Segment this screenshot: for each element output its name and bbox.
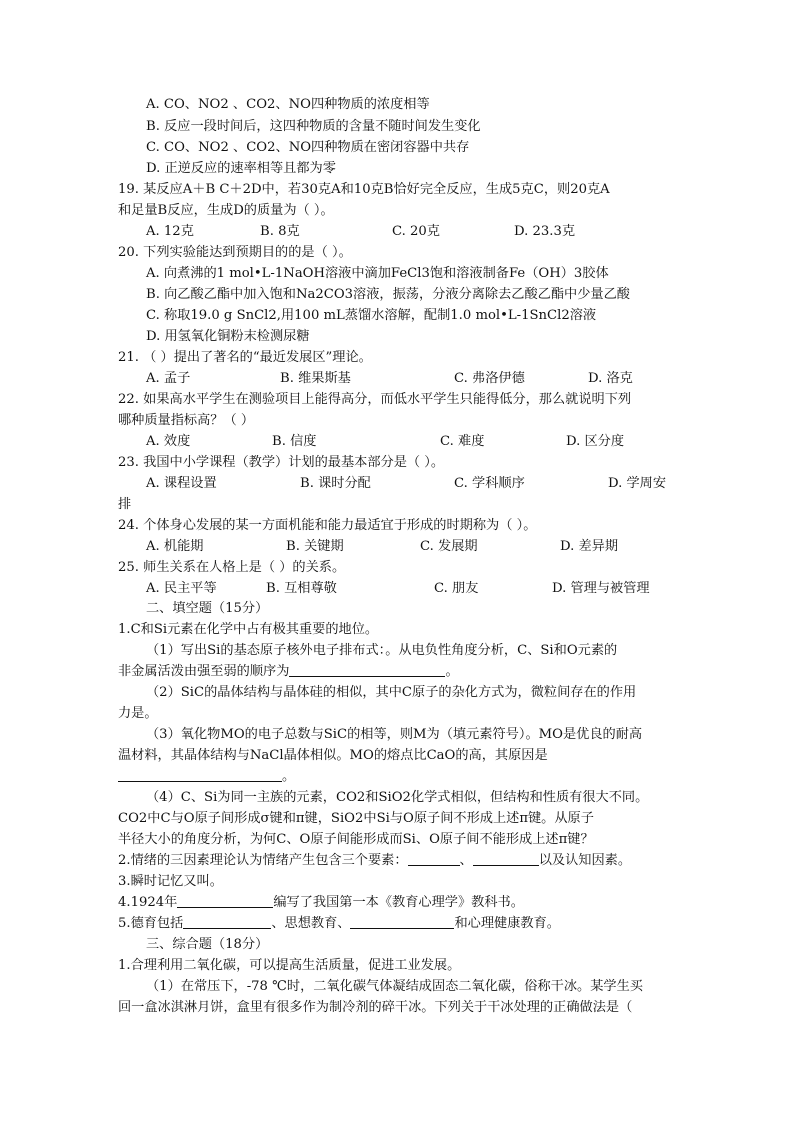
option-b: B. 互相尊敬 [266, 581, 337, 596]
option-c: C. 发展期 [420, 539, 478, 554]
question-22-cont: 哪种质量指标高？（ ） [118, 413, 255, 428]
fill-question-1-part1: （1）写出Si的基态原子核外电子排布式：。从电负性角度分析，C、Si和O元素的 [146, 643, 618, 658]
question-24: 24. 个体身心发展的某一方面机能和能力最适宜于形成的时期称为（ ）。 [118, 518, 537, 533]
option-b: B. 维果斯基 [280, 371, 351, 386]
option-line: C. 称取19.0 g SnCl2,用100 mL蒸馏水溶解，配制1.0 mol•L-1SnCl2溶液 [146, 308, 597, 323]
fill-question-1-part4-cont: CO2中C与O原子间形成σ键和π键，SiO2中Si与O原子间不形成上述π键。从原子 [118, 811, 594, 826]
fill-question-1-part3-cont: 温材料，其晶体结构与NaCl晶体相似。MO的熔点比CaO的高，其原因是 [118, 748, 548, 763]
answer-blank[interactable] [183, 914, 271, 929]
option-c: C. 学科顺序 [454, 476, 525, 491]
comprehensive-question-1-part1: （1）在常压下，-78 ℃时，二氧化碳气体凝结成固态二氧化碳，俗称干冰。某学生买 [146, 979, 643, 994]
option-b: B. 8克 [260, 224, 300, 239]
option-a: A. 12克 [146, 224, 194, 239]
option-c: C. 难度 [440, 434, 485, 449]
option-b: B. 信度 [272, 434, 317, 449]
option-a: A. 民主平等 [146, 581, 217, 596]
option-d: D. 差异期 [560, 539, 619, 554]
option-c: C. 20克 [392, 224, 440, 239]
fill-question-5: 5.德育包括 、思想教育、 和心理健康教育。 [118, 916, 560, 931]
fill-question-1-part2: （2）SiC的晶体结构与晶体硅的相似，其中C原子的杂化方式为，微粒间存在的作用 [146, 685, 637, 700]
fill-question-1-part4-cont2: 半径大小的角度分析，为何C、O原子间能形成而Si、O原子间不能形成上述π键？ [118, 832, 594, 847]
answer-blank[interactable] [408, 851, 460, 866]
option-d: D. 洛克 [588, 371, 633, 386]
q22-options [146, 432, 686, 452]
question-22: 22. 如果高水平学生在测验项目上能得高分，而低水平学生只能得低分，那么就说明下列 [118, 392, 632, 407]
option-c: C. 弗洛伊德 [454, 371, 525, 386]
option-d: D. 管理与被管理 [552, 581, 650, 596]
question-19-cont: 和足量B反应，生成D的质量为（ ）。 [118, 203, 334, 218]
fill-question-3: 3.瞬时记忆又叫。 [118, 874, 223, 889]
option-line: B. 反应一段时间后，这四种物质的含量不随时间发生变化 [146, 119, 481, 134]
q19-options [146, 222, 686, 242]
question-23-tail: 排 [118, 497, 132, 512]
option-line: A. 向煮沸的1 mol•L-1NaOH溶液中滴加FeCl3饱和溶液制备Fe（OH）3胶体 [146, 266, 609, 281]
answer-blank[interactable] [177, 893, 273, 908]
q25-options [146, 579, 686, 599]
answer-blank[interactable] [118, 767, 282, 782]
fill-question-2: 2.情绪的三因素理论认为情绪产生包含三个要素： 、 以及认知因素。 [118, 853, 632, 868]
option-line: D. 正逆反应的速率相等且都为零 [146, 161, 336, 176]
option-line: D. 用氢氧化铜粉末检测尿糖 [146, 329, 310, 344]
fill-question-1-part2-cont: 力是。 [118, 706, 158, 721]
fill-question-1: 1.C和Si元素在化学中占有极其重要的地位。 [118, 622, 379, 637]
fill-question-1-part3-blank: 。 [118, 767, 678, 787]
question-19: 19. 某反应A＋B C＋2D中，若30克A和10克B恰好完全反应，生成5克C，则20克A [118, 182, 610, 197]
fill-question-1-part3: （3）氧化物MO的电子总数与SiC的相等，则M为（填元素符号）。MO是优良的耐高 [146, 727, 643, 742]
option-line: A. CO、NO2 、CO2、NO四种物质的浓度相等 [146, 97, 430, 112]
q23-options [146, 474, 686, 494]
fill-question-4: 4.1924年 编写了我国第一本《教育心理学》教科书。 [118, 895, 524, 910]
option-a: A. 孟子 [146, 371, 191, 386]
option-a: A. 课程设置 [146, 476, 217, 491]
option-a: A. 效度 [146, 434, 191, 449]
question-23: 23. 我国中小学课程（教学）计划的最基本部分是（ ）。 [118, 455, 445, 470]
comprehensive-question-1: 1.合理利用二氧化碳，可以提高生活质量，促进工业发展。 [118, 958, 461, 973]
question-20: 20. 下列实验能达到预期目的的是（ ）。 [118, 245, 352, 260]
answer-blank[interactable] [350, 914, 454, 929]
comprehensive-question-1-part1-cont: 回一盒冰淇淋月饼，盒里有很多作为制冷剂的碎干冰。下列关于干冰处理的正确做法是（ [118, 1000, 633, 1015]
answer-blank[interactable] [289, 662, 445, 677]
fill-question-1-part1-cont: 非金属活泼由强至弱的顺序为 。 [118, 664, 459, 679]
option-b: B. 关键期 [286, 539, 344, 554]
answer-blank[interactable] [473, 851, 539, 866]
option-b: B. 课时分配 [300, 476, 371, 491]
option-d: D. 23.3克 [514, 224, 576, 239]
option-a: A. 机能期 [146, 539, 204, 554]
q21-options [146, 369, 686, 389]
option-line: C. CO、NO2 、CO2、NO四种物质在密闭容器中共存 [146, 140, 470, 155]
option-c: C. 朋友 [434, 581, 479, 596]
q24-options [146, 537, 686, 557]
fill-question-1-part4: （4）C、Si为同一主族的元素，CO2和SiO2化学式相似，但结构和性质有很大不同。 [146, 790, 649, 805]
question-25: 25. 师生关系在人格上是（ ）的关系。 [118, 560, 346, 575]
option-line: B. 向乙酸乙酯中加入饱和Na2CO3溶液，振荡，分液分离除去乙酸乙酯中少量乙酸 [146, 287, 630, 302]
question-21: 21. （ ）提出了著名的“最近发展区”理论。 [118, 350, 372, 365]
section-heading: 三、综合题（18分） [146, 937, 269, 952]
option-d: D. 区分度 [566, 434, 625, 449]
section-heading: 二、填空题（15分） [146, 601, 269, 616]
option-d: D. 学周安 [608, 476, 667, 491]
